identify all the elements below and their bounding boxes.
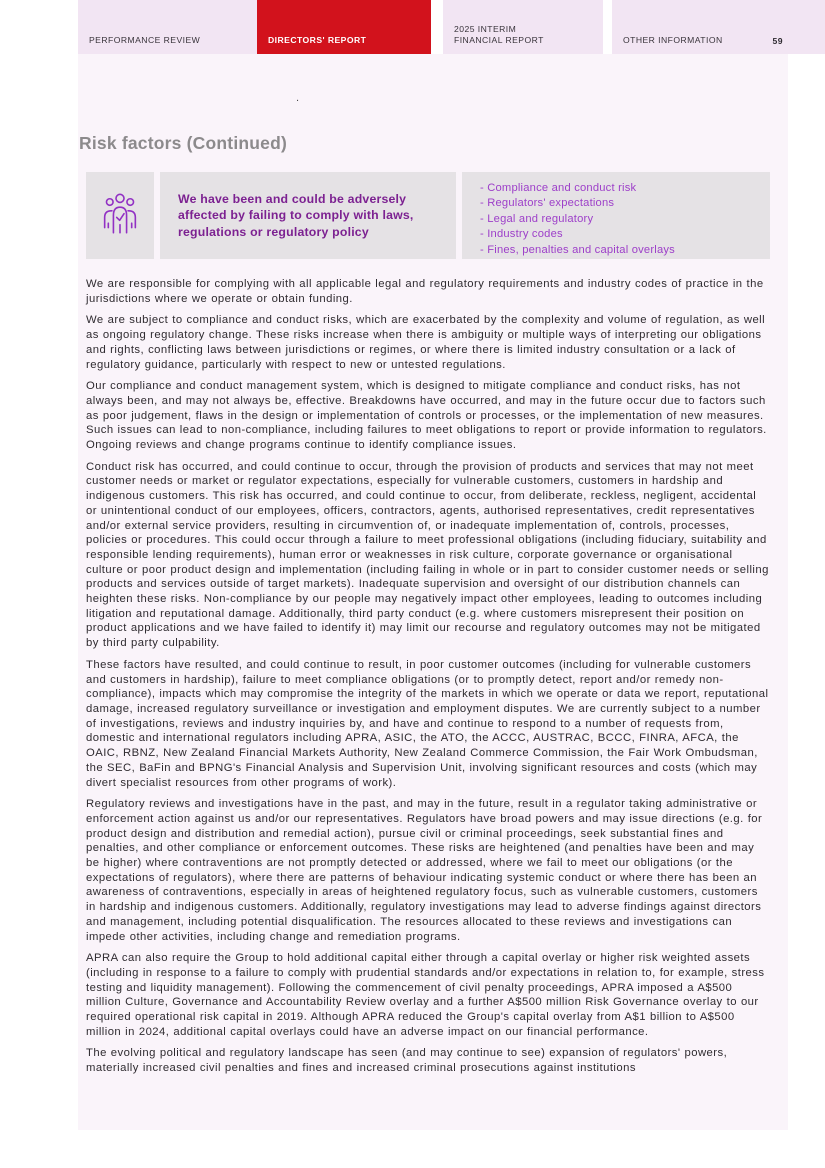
tab-label: PERFORMANCE REVIEW: [89, 35, 201, 46]
risk-tag-item: - Industry codes: [480, 228, 563, 241]
tab-performance-review[interactable]: [78, 0, 257, 54]
body-paragraph: We are responsible for complying with all applicable legal and regulatory requirements and industry codes of practice in the jurisdictions where we operate or obtain funding.: [86, 278, 764, 305]
people-group-check-icon: [101, 191, 139, 240]
risk-tag-list: [480, 181, 760, 258]
tab-directors-report[interactable]: [257, 0, 431, 54]
page-title: Risk factors (Continued): [79, 133, 288, 153]
risk-heading-cell: [160, 172, 456, 259]
tab-label: OTHER INFORMATION: [623, 35, 723, 46]
body-paragraph: We are subject to compliance and conduct risks, which are exacerbated by the complexity and volume of regulation, as well as ongoing regulatory change. These risks increase when there is ambiguity or multiple ways of interpreting our obligations and rights, conflicting laws between jurisdictions or regimes, or where there is limited industry consultation or a lack of regulatory guidance, particularly with respect to new or untested regulations.: [86, 314, 766, 371]
page-number: 59: [772, 36, 783, 46]
body-text: [86, 277, 770, 1083]
risk-summary-box: [86, 172, 770, 259]
tab-label: DIRECTORS' REPORT: [268, 35, 367, 46]
tab-2025-interim-financial-report[interactable]: [443, 0, 603, 54]
tab-label: 2025 INTERIM FINANCIAL REPORT: [454, 24, 544, 46]
stray-dot: .: [296, 92, 300, 104]
tab-other-information[interactable]: [612, 0, 825, 54]
body-paragraph: Our compliance and conduct management system, which is designed to mitigate compliance and conduct risks, has not always been, and may not always be, effective. Breakdowns have occurred, and may in the future occur due to factors such as poor judgement, flaws in the design or implementation of controls or processes, or the implementation of new measures. Such issues can lead to non-compliance, including failures to meet obligations to report or provide information to regulators. Ongoing reviews and change programs continue to identify compliance issues.: [86, 380, 767, 452]
risk-tag-item: - Regulators' expectations: [480, 197, 615, 210]
body-paragraph: APRA can also require the Group to hold additional capital either through a capital overlay or higher risk weighted assets (including in response to a failure to comply with prudential standards and/or expectations in relation to, for example, stress testing and liquidity management). Following the commencement of civil penalty proceedings, APRA imposed a A$500 million Culture, Governance and Accountability Review overlay and a further A$500 million Risk Governance overlay to our required operational risk capital in 2019. Although APRA reduced the Group's capital overlay from A$1 billion to A$500 million in 2024, additional capital overlays could have an adverse impact on our financial performance.: [86, 952, 765, 1038]
body-paragraph: Conduct risk has occurred, and could continue to occur, through the provision of products and services that may not meet customer needs or market or regulator expectations, especially for vulnerable customers, customers in hardship and indigenous customers. This risk has occurred, and could continue to occur, from deliberate, reckless, negligent, accidental or unintentional conduct of our employees, officers, contractors, agents, authorised representatives, credit representatives and/or external service providers, resulting in circumvention of, or inadequate implementation of, controls, processes, policies or procedures. This could occur through a failure to meet professional obligations (including fiduciary, suitability and responsible lending requirements), human error or weaknesses in risk culture, corporate governance or organisational culture or poor product design and implementation (including failing in whole or in part to consider customer needs or selling products and services outside of target markets). Inadequate supervision and oversight of our distribution channels can heighten these risks. Non-compliance by our people may negatively impact other employees, leading to outcomes including litigation and reputational damage. Additionally, third party conduct (e.g. where customers misrepresent their position on product applications and we have failed to identify it) may limit our recourse and regulatory outcomes may not be mitigated by third party culpability.: [86, 460, 769, 650]
risk-box-heading: We have been and could be adversely affected by failing to comply with laws, regulations or regulatory policy: [178, 191, 414, 239]
body-paragraph: These factors have resulted, and could continue to result, in poor customer outcomes (including for vulnerable customers and customers in hardship), failure to meet compliance obligations (or to promptly detect, report and/or remedy non-compliance), impacts which may compromise the integrity of the markets in which we operate or data we report, reputational damage, increased regulatory surveillance or investigation and employment disputes. We are currently subject to a number of investigations, reviews and industry inquiries by, and have and continue to respond to a number of requests from, domestic and international regulators including APRA, ASIC, the ATO, the ACCC, AUSTRAC, BCCC, FINRA, AFCA, the OAIC, RBNZ, New Zealand Financial Markets Authority, New Zealand Commerce Commission, the Fair Work Ombudsman, the SEC, BaFin and BPNG's Financial Analysis and Supervision Unit, involving significant resources and costs (which may divert specialist resources from other programs of work).: [86, 658, 769, 789]
body-paragraph: The evolving political and regulatory landscape has seen (and may continue to see) expansion of regulators' powers, materially increased civil penalties and fines and increased criminal prosecutions against institutions: [86, 1047, 728, 1075]
risk-tag-item: - Compliance and conduct risk: [480, 182, 637, 194]
body-paragraph: Regulatory reviews and investigations have in the past, and may in the future, result in a regulator taking administrative or enforcement action against us and/or our representatives. Regulators have broad powers and may issue directions (e.g. for product design and distribution and remedial action), pursue civil or criminal proceedings, seek substantial fines and penalties, and other compliance or enforcement outcomes. These risks are heightened (and penalties have been and may be higher) where contraventions are not promptly detected or addressed, where we fail to meet our obligations (or the expectations of regulators), where there are patterns of behaviour indicating systemic conduct or where there has been an awareness of contraventions, especially in areas of heightened regulatory focus, such as vulnerable customers, customers in hardship and indigenous customers. Additionally, regulatory investigations may lead to adverse findings against directors and management, including potential disqualification. The resources allocated to these reviews and investigations can impede other activities, including change and remediation programs.: [86, 798, 763, 943]
risk-tag-item: - Fines, penalties and capital overlays: [480, 243, 675, 256]
risk-tags-cell: [462, 172, 770, 259]
risk-icon-cell: [86, 172, 154, 259]
risk-tag-item: - Legal and regulatory: [480, 212, 594, 225]
